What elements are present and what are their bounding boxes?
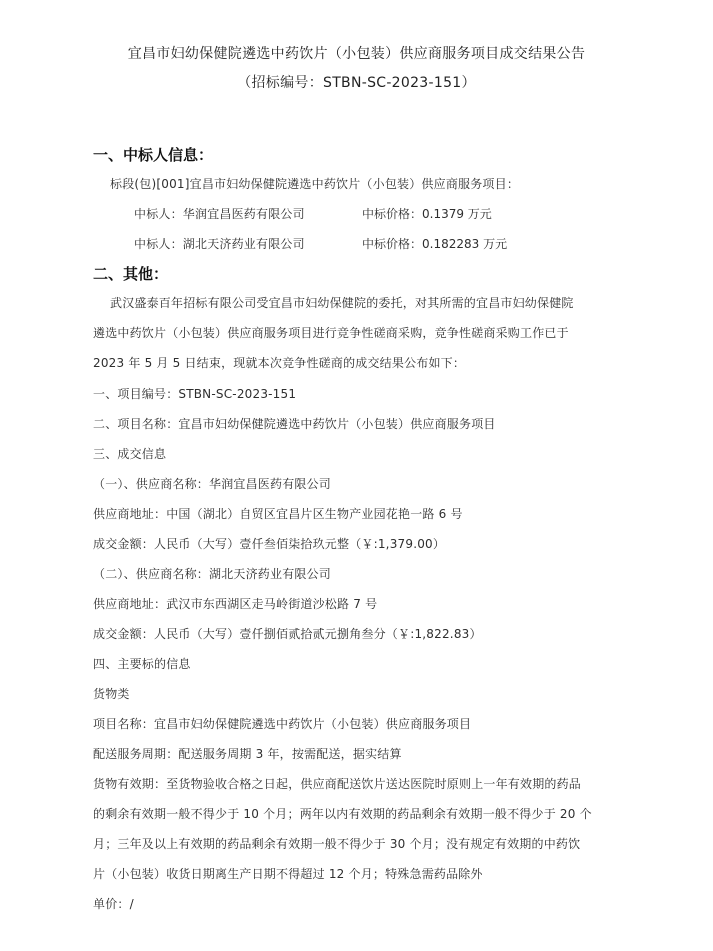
winner-price: 中标价格：0.1379 万元 [362, 207, 492, 221]
body-line: 项目名称：宜昌市妇幼保健院遴选中药饮片（小包装）供应商服务项目 [93, 717, 472, 731]
bid-number: （招标编号：STBN-SC-2023-151） [237, 75, 476, 91]
body-line: 配送服务周期：配送服务周期 3 年，按需配送，据实结算 [93, 747, 402, 761]
page-title: 宜昌市妇幼保健院遴选中药饮片（小包装）供应商服务项目成交结果公告 [127, 46, 586, 62]
section-heading-winners: 一、中标人信息： [93, 146, 214, 164]
winner-price: 中标价格：0.182283 万元 [362, 237, 508, 251]
section-heading-other: 二、其他： [93, 265, 169, 283]
body-line: 遴选中药饮片（小包装）供应商服务项目进行竞争性磋商采购，竞争性磋商采购工作已于 [93, 326, 569, 340]
body-line: 月；三年及以上有效期的药品剩余有效期一般不得少于 30 个月；没有规定有效期的中药饮 [93, 837, 581, 851]
body-line: （一）、供应商名称：华润宜昌医药有限公司 [93, 477, 332, 491]
body-line: 片（小包装）收货日期离生产日期不得超过 12 个月；特殊急需药品除外 [93, 867, 483, 881]
body-line: 的剩余有效期一般不得少于 10 个月；两年以内有效期的药品剩余有效期一般不得少于 20 个 [93, 807, 592, 821]
body-line: 三、成交信息 [93, 447, 167, 461]
body-line: 单价：/ [93, 897, 134, 911]
body-line: 成交金额：人民币（大写）壹仟捌佰贰拾贰元捌角叁分（￥:1,822.83） [93, 627, 482, 641]
winner-name: 中标人：湖北天济药业有限公司 [134, 237, 305, 251]
body-line: （二）、供应商名称：湖北天济药业有限公司 [93, 567, 332, 581]
body-line: 供应商地址：武汉市东西湖区走马岭街道沙松路 7 号 [93, 597, 378, 611]
body-line: 武汉盛泰百年招标有限公司受宜昌市妇幼保健院的委托，对其所需的宜昌市妇幼保健院 [110, 296, 574, 310]
body-line: 货物有效期：至货物验收合格之日起，供应商配送饮片送达医院时原则上一年有效期的药品 [93, 777, 582, 791]
body-line: 供应商地址：中国（湖北）自贸区宜昌片区生物产业园花艳一路 6 号 [93, 507, 463, 521]
body-line: 二、项目名称：宜昌市妇幼保健院遴选中药饮片（小包装）供应商服务项目 [93, 417, 496, 431]
body-line: 四、主要标的信息 [93, 657, 191, 671]
body-line: 2023 年 5 月 5 日结束，现就本次竞争性磋商的成交结果公布如下： [93, 356, 466, 370]
body-line: 成交金额：人民币（大写）壹仟叁佰柒拾玖元整（￥:1,379.00） [93, 537, 446, 551]
winner-name: 中标人：华润宜昌医药有限公司 [134, 207, 305, 221]
lot-description: 标段(包)[001]宜昌市妇幼保健院遴选中药饮片（小包装）供应商服务项目： [110, 177, 520, 191]
body-line: 货物类 [93, 687, 130, 701]
body-line: 一、项目编号：STBN-SC-2023-151 [93, 387, 297, 401]
